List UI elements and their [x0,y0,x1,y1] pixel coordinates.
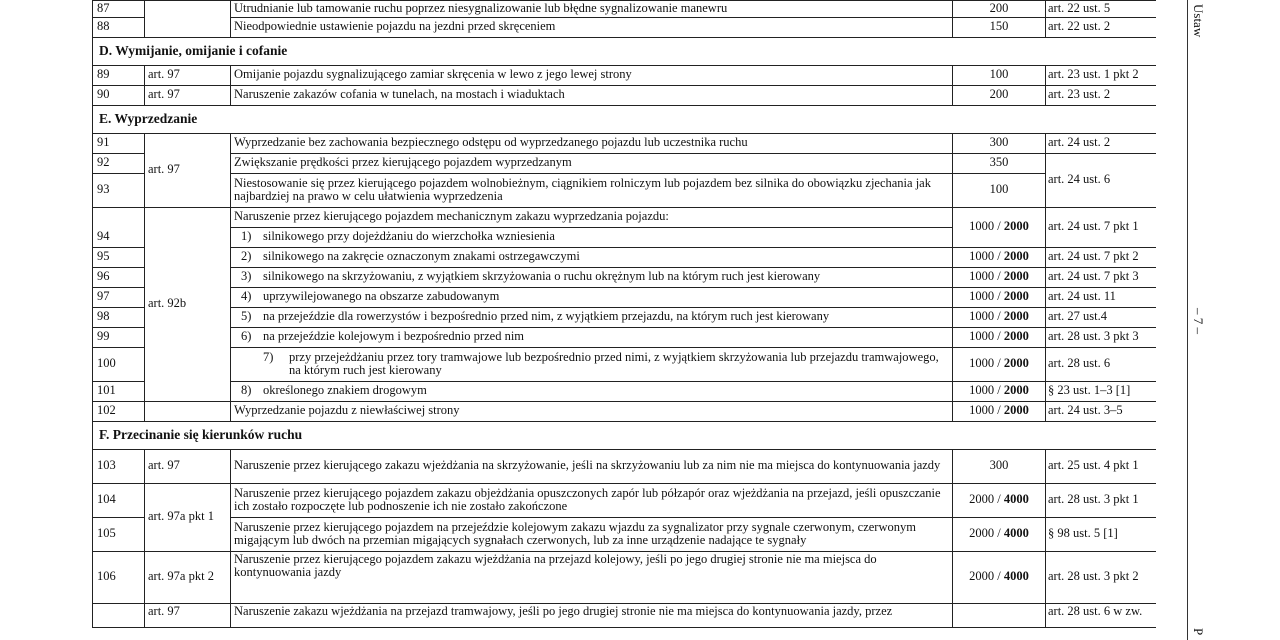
points-cell: 100 [953,65,1046,85]
article-cell: art. 97 [145,85,231,105]
legal-reference: art. 22 ust. 2 [1046,17,1157,37]
subitem-key: 6) [241,329,252,344]
table-row [93,381,1157,401]
points-base: 2000 / [969,569,1001,584]
margin-footer-text: P [1191,628,1206,636]
section-title: F. Przecinanie się kierunków ruchu [93,421,1157,449]
table-row [93,483,1157,517]
points-cell [953,347,1046,381]
points-cell: 300 [953,133,1046,153]
table-row [93,401,1157,421]
article-cell: art. 97 [145,65,231,85]
legal-reference: art. 24 ust. 11 [1046,287,1157,307]
row-number: 93 [93,173,145,207]
row-number: 87 [93,1,145,18]
offense-description: Nieodpowiednie ustawienie pojazdu na jezdni przed skręceniem [231,17,953,37]
subitem-key: 8) [241,383,252,398]
points-cell [953,401,1046,421]
row-number: 89 [93,65,145,85]
points-base: 1000 / [969,403,1001,418]
points-base: 2000 / [969,526,1001,541]
table-row [93,327,1157,347]
offense-description: Omijanie pojazdu sygnalizującego zamiar skręcenia w lewo z jego lewej strony [231,65,953,85]
points-repeat: 2000 [1003,269,1029,284]
points-base: 1000 / [969,249,1001,264]
points-cell: 200 [953,1,1046,18]
table-row [93,347,1157,381]
legal-reference: art. 24 ust. 7 pkt 3 [1046,267,1157,287]
offense-subitem [231,227,953,247]
points-cell [953,603,1046,627]
subitem-key: 3) [241,269,252,284]
subitem-key: 4) [241,289,252,304]
offense-description: Utrudnianie lub tamowanie ruchu poprzez niesygnalizowanie lub błędne sygnalizowanie manewru [231,1,953,18]
legal-reference: art. 24 ust. 7 pkt 1 [1046,207,1157,247]
offense-subitem [231,307,953,327]
legal-reference: art. 23 ust. 1 pkt 2 [1046,65,1157,85]
table-row [93,153,1157,173]
points-cell [953,247,1046,267]
page-number: – 7 – [1191,308,1206,334]
article-cell: art. 97a pkt 2 [145,551,231,603]
row-number: 98 [93,307,145,327]
points-cell: 100 [953,173,1046,207]
row-number: 91 [93,133,145,153]
offense-description: Wyprzedzanie pojazdu z niewłaściwej strony [231,401,953,421]
table-row [93,267,1157,287]
points-repeat: 2000 [1003,356,1029,371]
subitem-key: 2) [241,249,252,264]
legal-reference: art. 27 ust.4 [1046,307,1157,327]
points-repeat: 2000 [1003,289,1029,304]
row-number: 95 [93,247,145,267]
row-number: 100 [93,347,145,381]
points-cell [953,381,1046,401]
offense-description: Niestosowanie się przez kierującego pojazdem wolnobieżnym, ciągnikiem rolniczym lub pojazdem bez silnika do obowiązku zjechania jak najbardziej na prawo w celu ułatwienia wyprzedzenia [231,173,953,207]
offense-subitem [231,267,953,287]
points-base: 1000 / [969,219,1001,234]
points-cell [953,207,1046,247]
points-cell [953,287,1046,307]
points-repeat: 4000 [1003,569,1029,584]
row-number [93,603,145,627]
table-row [93,449,1157,483]
article-cell: art. 92b [145,207,231,401]
points-repeat: 2000 [1003,329,1029,344]
table-row [93,133,1157,153]
table-row [93,17,1157,37]
legal-reference: art. 24 ust. 2 [1046,133,1157,153]
points-base: 1000 / [969,329,1001,344]
points-repeat: 4000 [1003,492,1029,507]
legal-reference: art. 24 ust. 7 pkt 2 [1046,247,1157,267]
table-row [93,173,1157,207]
section-header-row [93,421,1157,449]
offense-subitem [231,287,953,307]
points-base: 2000 / [969,492,1001,507]
offense-description: Naruszenie zakazu wjeżdżania na przejazd tramwajowy, jeśli po jego drugiej stronie nie ma miejsca do kontynuowania jazdy, przez [231,603,953,627]
legal-reference: § 98 ust. 5 [1] [1046,517,1157,551]
table-row [93,287,1157,307]
subitem-text: określonego znakiem drogowym [263,383,427,398]
legal-reference: art. 25 ust. 4 pkt 1 [1046,449,1157,483]
points-cell: 300 [953,449,1046,483]
points-base: 1000 / [969,309,1001,324]
row-number: 90 [93,85,145,105]
points-cell [953,327,1046,347]
points-cell: 200 [953,85,1046,105]
row-number: 96 [93,267,145,287]
offense-description: Naruszenie przez kierującego pojazdem zakazu wjeżdżania na przejazd kolejowy, jeśli po jego drugiej stronie nie ma miejsca do kontynuowania jazdy [231,551,953,603]
table-row [93,65,1157,85]
points-repeat: 2000 [1003,309,1029,324]
row-number: 99 [93,327,145,347]
row-number: 104 [93,483,145,517]
subitem-key: 5) [241,309,252,324]
legal-reference: art. 24 ust. 3–5 [1046,401,1157,421]
legal-reference: art. 28 ust. 6 [1046,347,1157,381]
subitem-text: przy przejeżdżaniu przez tory tramwajowe lub bezpośrednio przed nimi, z wyjątkiem skrzyżowania lub przejazdu tramwajowego, na którym ruch jest kierowany [289,349,939,377]
points-repeat: 4000 [1003,526,1029,541]
row-number: 88 [93,17,145,37]
subitem-key: 7) [263,349,274,364]
offense-subitem [231,347,953,381]
points-base: 1000 / [969,269,1001,284]
legal-reference: art. 23 ust. 2 [1046,85,1157,105]
subitem-text: na przejeździe kolejowym i bezpośrednio przed nim [263,329,525,344]
points-base: 1000 / [969,356,1001,371]
points-repeat: 2000 [1003,219,1029,234]
subitem-text: uprzywilejowanego na obszarze zabudowanym [263,289,500,304]
margin-header-text: Ustaw [1191,4,1206,38]
row-number: 101 [93,381,145,401]
row-number: 105 [93,517,145,551]
points-repeat: 2000 [1003,249,1029,264]
offense-description: Naruszenie zakazów cofania w tunelach, na mostach i wiaduktach [231,85,953,105]
points-cell: 150 [953,17,1046,37]
article-cell: art. 97a pkt 1 [145,483,231,551]
legal-reference: art. 28 ust. 3 pkt 3 [1046,327,1157,347]
offense-subitem [231,247,953,267]
offense-description: Naruszenie przez kierującego zakazu wjeżdżania na skrzyżowanie, jeśli na skrzyżowaniu lub za nim nie ma miejsca do kontynuowania jazdy [231,449,953,483]
points-cell [953,307,1046,327]
offense-subitem [231,381,953,401]
row-number: 94 [93,207,145,247]
article-cell: art. 97 [145,603,231,627]
offense-description: Naruszenie przez kierującego pojazdem zakazu objeżdżania opuszczonych zapór lub półzapór oraz wjeżdżania na przejazd, jeśli opuszczanie ich zostało rozpoczęte lub podnoszenie ich nie zostało zakończone [231,483,953,517]
subitem-text: silnikowego na zakręcie oznaczonym znakami ostrzegawczymi [263,249,580,264]
legal-reference: art. 28 ust. 3 pkt 2 [1046,551,1157,603]
points-cell [953,517,1046,551]
article-cell: art. 97 [145,449,231,483]
document-page [92,0,1156,640]
table-row [93,247,1157,267]
points-repeat: 2000 [1003,383,1029,398]
row-number: 102 [93,401,145,421]
offense-intro: Naruszenie przez kierującego pojazdem mechanicznym zakazu wyprzedzania pojazdu: [231,207,953,227]
table-row [93,307,1157,327]
subitem-text: silnikowego na skrzyżowaniu, z wyjątkiem skrzyżowania o ruchu okrężnym lub na którym ruch jest kierowany [263,269,821,284]
section-header-row [93,105,1157,133]
points-base: 1000 / [969,289,1001,304]
points-cell [953,483,1046,517]
offense-subitem [231,327,953,347]
section-title: E. Wyprzedzanie [93,105,1157,133]
points-repeat: 2000 [1003,403,1029,418]
row-number: 92 [93,153,145,173]
table-row [93,603,1157,627]
legal-reference: art. 28 ust. 6 w zw. [1046,603,1157,627]
table-row [93,207,1157,227]
legal-reference: art. 28 ust. 3 pkt 1 [1046,483,1157,517]
points-cell [953,551,1046,603]
offense-description: Zwiększanie prędkości przez kierującego pojazdem wyprzedzanym [231,153,953,173]
points-cell: 350 [953,153,1046,173]
legal-reference: art. 24 ust. 6 [1046,153,1157,207]
margin-rule [1187,0,1188,640]
legal-reference: § 23 ust. 1–3 [1] [1046,381,1157,401]
subitem-text: silnikowego przy dojeżdżaniu do wierzchołka wzniesienia [263,229,555,244]
article-cell: art. 97 [145,133,231,207]
points-base: 1000 / [969,383,1001,398]
table-row [93,1,1157,18]
section-header-row [93,37,1157,65]
article-cell [145,1,231,38]
penalty-table [92,0,1156,628]
table-row [93,517,1157,551]
table-row [93,85,1157,105]
row-number: 97 [93,287,145,307]
subitem-text: na przejeździe dla rowerzystów i bezpośrednio przed nim, z wyjątkiem przejazdu, na którym ruch jest kierowany [263,309,830,324]
article-cell [145,401,231,421]
legal-reference: art. 22 ust. 5 [1046,1,1157,18]
subitem-key: 1) [241,229,252,244]
offense-description: Naruszenie przez kierującego pojazdem na przejeździe kolejowym zakazu wjazdu za sygnalizator przy sygnale czerwonym, czerwonym migającym lub dwóch na przemian migających sygnałach czerwonych, lub za inne urządzenie nadające te sygnały [231,517,953,551]
row-number: 106 [93,551,145,603]
row-number: 103 [93,449,145,483]
points-cell [953,267,1046,287]
table-row [93,551,1157,603]
section-title: D. Wymijanie, omijanie i cofanie [93,37,1157,65]
offense-description: Wyprzedzanie bez zachowania bezpiecznego odstępu od wyprzedzanego pojazdu lub uczestnika ruchu [231,133,953,153]
